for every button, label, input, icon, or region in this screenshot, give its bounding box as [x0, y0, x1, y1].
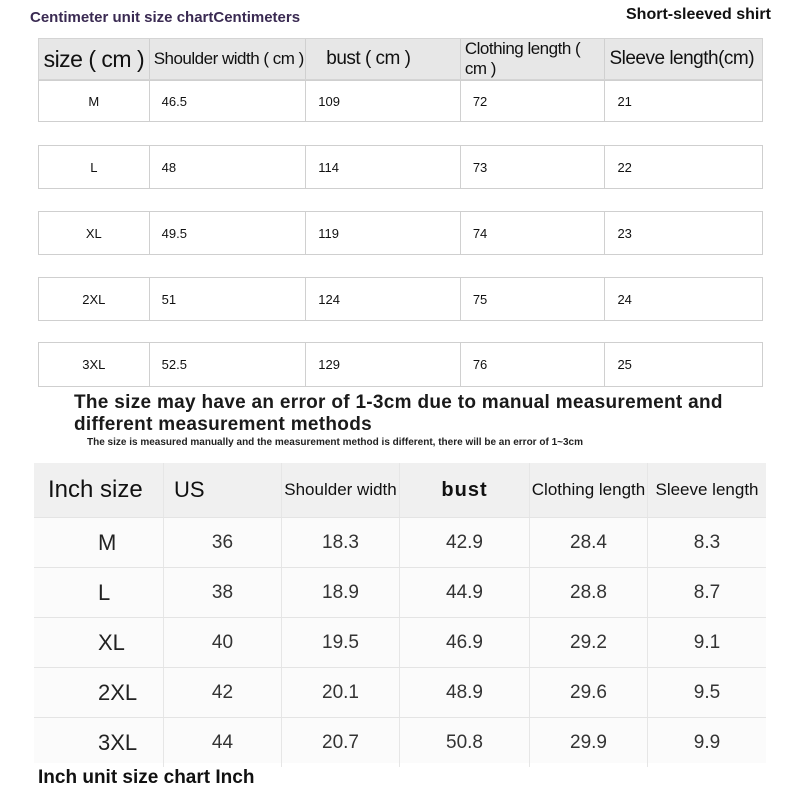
cm-table-row: [38, 277, 763, 321]
cm-cell-length: 73: [461, 146, 606, 188]
cm-cell-bust: 129: [306, 343, 461, 386]
inch-cell-bust: 42.9: [400, 518, 530, 567]
cm-cell-length: 76: [461, 343, 606, 386]
cm-header-sleeve: Sleeve length(cm): [609, 48, 755, 69]
cm-cell-bust: 109: [306, 81, 461, 121]
cm-cell-size: M: [39, 81, 150, 121]
inch-cell-bust: 44.9: [400, 568, 530, 617]
inch-cell-us: 44: [164, 718, 282, 767]
cm-header-size: size ( cm ): [39, 39, 150, 79]
cm-cell-bust: 114: [306, 146, 461, 188]
inch-table-row: [34, 667, 766, 717]
cm-cell-size: XL: [39, 212, 150, 254]
cm-cell-sleeve: 21: [617, 93, 632, 109]
inch-cell-size: M: [34, 518, 164, 567]
inch-cell-length: 29.6: [530, 668, 648, 717]
inch-cell-shoulder: 20.7: [282, 718, 400, 767]
cm-table-row: [38, 342, 763, 387]
inch-cell-us: 42: [164, 668, 282, 717]
cm-cell-length: 72: [461, 81, 606, 121]
inch-table-row: [34, 617, 766, 667]
cm-table-header: [38, 38, 763, 80]
cm-cell-shoulder: 46.5: [150, 81, 307, 121]
inch-cell-shoulder: 20.1: [282, 668, 400, 717]
inch-cell-sleeve: 8.3: [693, 531, 721, 553]
measurement-error-note-small: The size is measured manually and the measurement method is different, there will be an error of 1~3cm: [87, 437, 583, 448]
shirt-type-label: Short-sleeved shirt: [626, 6, 771, 23]
measurement-error-note: The size may have an error of 1-3cm due to manual measurement and different measurement methods: [74, 392, 723, 435]
cm-header-bust: bust ( cm ): [306, 39, 461, 79]
inch-cell-length: 29.2: [530, 618, 648, 667]
inch-header-us: US: [164, 463, 282, 517]
cm-cell-bust: 124: [306, 278, 461, 320]
cm-table-row: [38, 145, 763, 189]
inch-cell-sleeve: 9.9: [693, 731, 721, 753]
inch-cell-length: 28.8: [530, 568, 648, 617]
inch-cell-shoulder: 19.5: [282, 618, 400, 667]
inch-cell-size: 3XL: [34, 718, 164, 767]
cm-cell-size: 2XL: [39, 278, 150, 320]
inch-cell-shoulder: 18.9: [282, 568, 400, 617]
cm-cell-bust: 119: [306, 212, 461, 254]
cm-cell-length: 74: [461, 212, 606, 254]
inch-cell-sleeve: 8.7: [693, 581, 721, 603]
inch-table-header: [34, 463, 766, 517]
inch-cell-size: L: [34, 568, 164, 617]
inch-cell-us: 40: [164, 618, 282, 667]
cm-cell-sleeve: 22: [617, 159, 632, 175]
cm-cell-length: 75: [461, 278, 606, 320]
inch-cell-bust: 50.8: [400, 718, 530, 767]
inch-table-row: [34, 567, 766, 617]
cm-table-row: [38, 80, 763, 122]
cm-cell-shoulder: 52.5: [150, 343, 307, 386]
inch-cell-size: XL: [34, 618, 164, 667]
inch-cell-bust: 48.9: [400, 668, 530, 717]
inch-cell-us: 36: [164, 518, 282, 567]
cm-cell-size: 3XL: [39, 343, 150, 386]
cm-cell-shoulder: 49.5: [150, 212, 307, 254]
inch-cell-length: 29.9: [530, 718, 648, 767]
inch-chart-title: Inch unit size chart Inch: [38, 767, 255, 788]
cm-chart-title: Centimeter unit size chartCentimeters: [30, 9, 301, 26]
inch-cell-sleeve: 9.1: [693, 631, 721, 653]
inch-header-sleeve: Sleeve length: [655, 480, 759, 499]
inch-table-row: [34, 517, 766, 567]
inch-cell-size: 2XL: [34, 668, 164, 717]
inch-header-shoulder: Shoulder width: [282, 463, 400, 517]
inch-header-bust: bust: [400, 463, 530, 517]
cm-header-length: Clothing length ( cm ): [461, 39, 606, 79]
inch-header-size: Inch size: [34, 463, 164, 517]
cm-cell-sleeve: 25: [617, 357, 632, 372]
cm-cell-sleeve: 23: [617, 225, 632, 241]
inch-cell-bust: 46.9: [400, 618, 530, 667]
inch-cell-length: 28.4: [530, 518, 648, 567]
cm-cell-size: L: [39, 146, 150, 188]
inch-header-length: Clothing length: [530, 463, 648, 517]
cm-cell-shoulder: 51: [150, 278, 307, 320]
cm-cell-shoulder: 48: [150, 146, 307, 188]
cm-table-row: [38, 211, 763, 255]
cm-header-shoulder: Shoulder width ( cm ): [150, 39, 307, 79]
inch-size-table: [34, 463, 766, 763]
inch-table-row: [34, 717, 766, 767]
inch-cell-sleeve: 9.5: [693, 681, 721, 703]
inch-cell-us: 38: [164, 568, 282, 617]
inch-cell-shoulder: 18.3: [282, 518, 400, 567]
cm-cell-sleeve: 24: [617, 291, 632, 307]
